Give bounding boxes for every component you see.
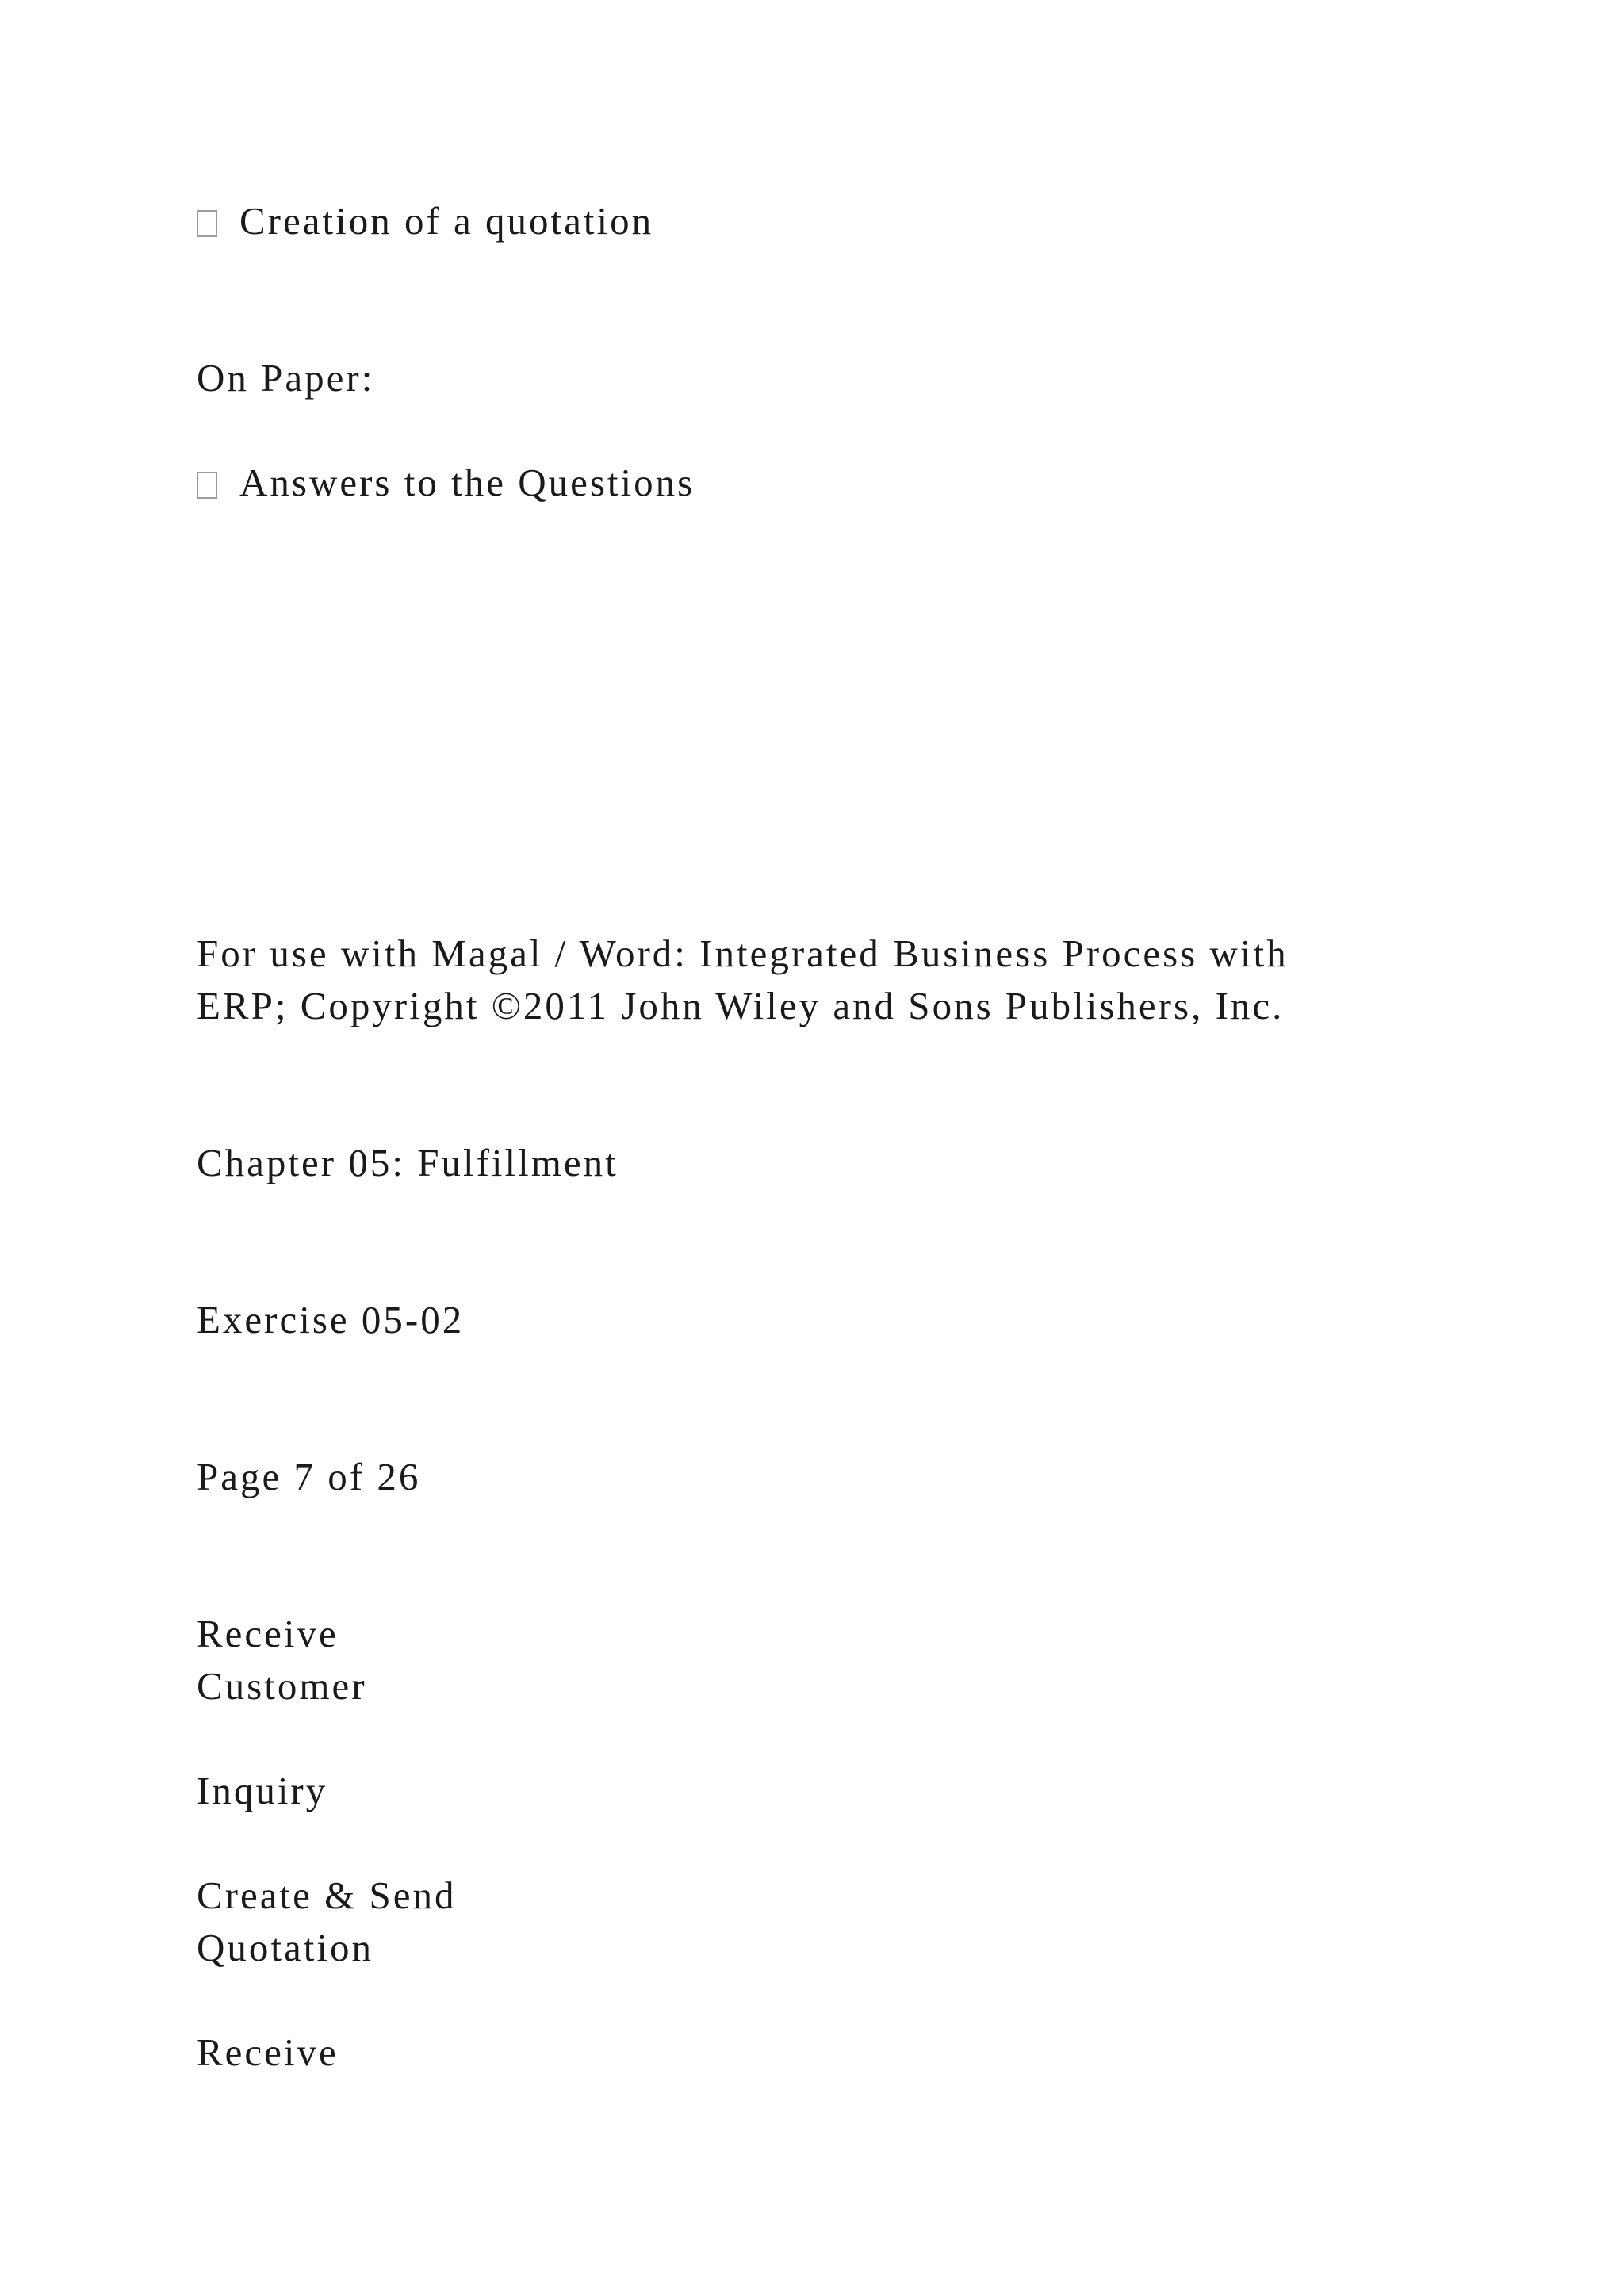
- exercise-title: Exercise 05-02: [197, 1298, 465, 1341]
- copyright-line-2: ERP; Copyright ©2011 John Wiley and Sons Publishers, Inc.: [197, 984, 1285, 1027]
- bullet-item-quotation: [197, 195, 653, 247]
- flow-step-quotation-line-1: Create & Send: [197, 1873, 457, 1917]
- flow-step-receive-2-line-1: Receive: [197, 2030, 339, 2074]
- flow-step-receive-line-2: Customer: [197, 1664, 367, 1708]
- bullet-item-answers-text: Answers to the Questions: [239, 461, 695, 504]
- flow-step-quotation-line-2: Quotation: [197, 1926, 373, 1969]
- flow-step-receive-line-3: Inquiry: [197, 1769, 328, 1812]
- on-paper-heading: On Paper:: [197, 356, 375, 400]
- bullet-item-answers: [197, 457, 695, 509]
- flow-step-receive-line-1: Receive: [197, 1612, 339, 1655]
- chapter-title: Chapter 05: Fulfillment: [197, 1141, 619, 1184]
- checkbox-bullet-icon: [197, 472, 217, 499]
- bullet-item-quotation-text: Creation of a quotation: [239, 199, 654, 243]
- copyright-line-1: For use with Magal / Word: Integrated Business Process with: [197, 932, 1289, 975]
- checkbox-bullet-icon: [197, 210, 217, 237]
- page-number: Page 7 of 26: [197, 1455, 421, 1498]
